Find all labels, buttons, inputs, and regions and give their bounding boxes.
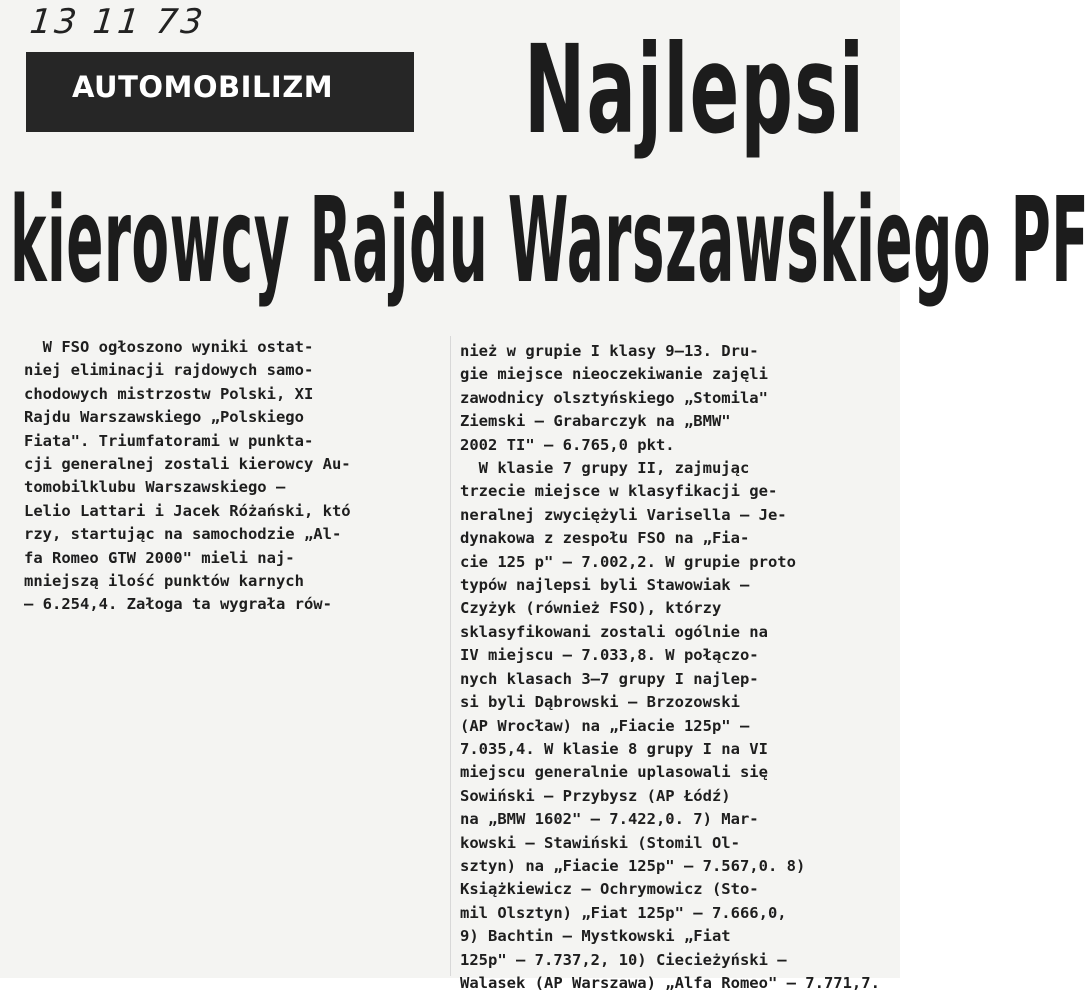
article-line: (AP Wrocław) na „Fiacie 125p" —	[460, 716, 750, 735]
handwritten-date: 13 11 73	[27, 2, 208, 42]
article-line: rzy, startując na samochodzie „Al-	[24, 525, 342, 544]
column-divider	[450, 336, 451, 976]
article-line: 7.035,4. W klasie 8 grupy I na VI	[460, 739, 768, 758]
article-line: sztyn) na „Fiacie 125p" — 7.567,0. 8)	[460, 856, 806, 875]
article-line: Książkiewicz — Ochrymowicz (Sto-	[460, 880, 759, 899]
article-line: na „BMW 1602" — 7.422,0. 7) Mar-	[460, 810, 759, 829]
article-line: chodowych mistrzostw Polski, XI	[24, 384, 314, 403]
article-line: trzecie miejsce w klasyfikacji ge-	[460, 482, 778, 501]
headline-line-2: kierowcy Rajdu Warszawskiego PF	[10, 171, 1089, 309]
article-line: 125p" — 7.737,2, 10) Ciecieżyński —	[460, 950, 787, 969]
article-line: nież w grupie I klasy 9—13. Dru-	[460, 342, 759, 360]
article-line: nych klasach 3—7 grupy I najlep-	[460, 669, 759, 688]
article-line: cie 125 p" — 7.002,2. W grupie proto	[460, 552, 796, 571]
article-line: Ziemski — Grabarczyk na „BMW"	[460, 412, 731, 431]
article-line: — 6.254,4. Załoga ta wygrała rów-	[24, 595, 332, 614]
section-label: AUTOMOBILIZM	[26, 52, 414, 132]
article-line: zawodnicy olsztyńskiego „Stomila"	[460, 388, 768, 407]
article-line: dynakowa z zespołu FSO na „Fia-	[460, 529, 750, 548]
article-right-column	[460, 340, 890, 995]
article-line: neralnej zwyciężyli Varisella — Je-	[460, 505, 787, 524]
article-line: sklasyfikowani zostali ogólnie na	[460, 622, 768, 641]
article-line: tomobilklubu Warszawskiego —	[24, 478, 286, 497]
article-line: W FSO ogłoszono wyniki ostat-	[24, 338, 314, 356]
article-line: niej eliminacji rajdowych samo-	[24, 361, 314, 380]
article-line: IV miejscu — 7.033,8. W połączo-	[460, 646, 759, 665]
headline-line-1: Najlepsi	[524, 19, 866, 161]
article-line: typów najlepsi byli Stawowiak —	[460, 576, 750, 595]
article-line: cji generalnej zostali kierowcy Au-	[24, 455, 351, 474]
article-line: Czyżyk (również FSO), którzy	[460, 599, 722, 618]
article-line: Rajdu Warszawskiego „Polskiego	[24, 408, 304, 427]
article-line: Fiata". Triumfatorami w punkta-	[24, 431, 314, 450]
article-line: 9) Bachtin — Mystkowski „Fiat	[460, 927, 731, 946]
article-line: gie miejsce nieoczekiwanie zajęli	[460, 365, 768, 384]
article-line: kowski — Stawiński (Stomil Ol-	[460, 833, 740, 852]
article-line: miejscu generalnie uplasowali się	[460, 763, 768, 782]
article-line: Lelio Lattari i Jacek Różański, któ	[24, 501, 351, 520]
article-line: Sowiński — Przybysz (AP Łódź)	[460, 786, 731, 805]
article-line: Walasek (AP Warszawa) „Alfa Romeo" — 7.771,7.	[460, 973, 880, 992]
article-line: fa Romeo GTW 2000" mieli naj-	[24, 548, 295, 567]
article-line: si byli Dąbrowski — Brzozowski	[460, 693, 740, 712]
article-line: mniejszą ilość punktów karnych	[24, 572, 304, 591]
article-left-column	[24, 336, 444, 617]
article-line: mil Olsztyn) „Fiat 125p" — 7.666,0,	[460, 903, 787, 922]
article-line: W klasie 7 grupy II, zajmując	[460, 459, 750, 478]
article-line: 2002 TI" — 6.765,0 pkt.	[460, 435, 675, 454]
